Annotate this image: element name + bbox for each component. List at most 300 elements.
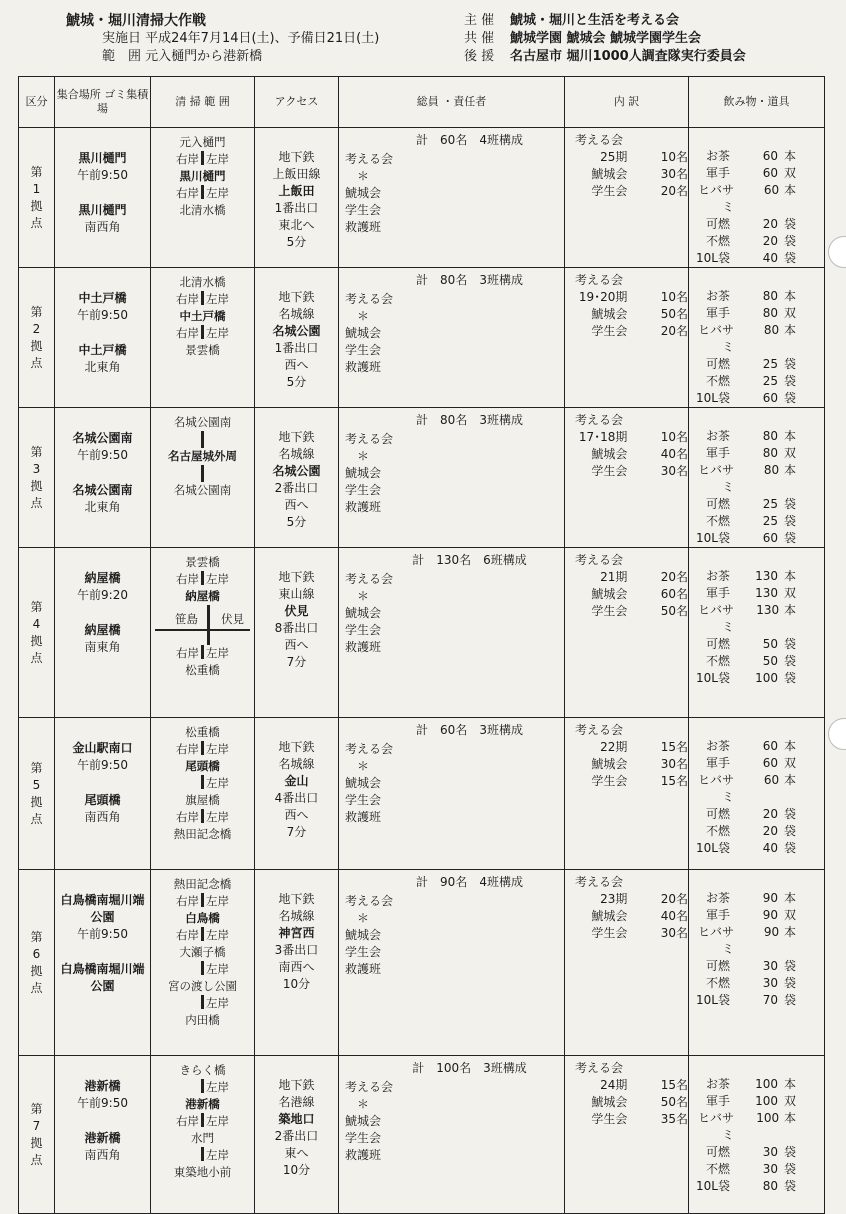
supply-unit: 袋 — [783, 251, 796, 265]
supply-name: 10L袋 — [696, 841, 730, 855]
table-row — [19, 128, 825, 268]
supply-name: ヒバサミ — [698, 183, 735, 214]
staff-item: ＊ — [345, 759, 370, 773]
meeting-place-cell — [55, 870, 151, 1056]
meeting-time: 午前9:50 — [77, 1096, 128, 1110]
supply-row — [689, 670, 824, 687]
site-number-char: 第 — [30, 164, 43, 179]
supply-unit: 袋 — [783, 1145, 796, 1159]
supply-row — [689, 772, 824, 806]
river-divider — [201, 1113, 204, 1127]
access-line: 名城公園 — [272, 324, 321, 338]
table-row — [19, 870, 825, 1056]
bridge-name: 大瀬子橋 — [179, 945, 226, 959]
right-bank — [176, 776, 199, 790]
access-cell — [255, 870, 339, 1056]
breakdown-group: 鯱城会 — [591, 757, 628, 771]
supply-name: 不燃 — [705, 514, 730, 528]
supply-unit: 双 — [783, 586, 796, 600]
meeting-place: 白鳥橋南堀川端公園 — [60, 893, 145, 924]
left-bank: 左岸 — [206, 152, 229, 166]
site-number-cell — [19, 1056, 55, 1214]
range-line — [151, 274, 254, 291]
staff-item: 考える会 — [345, 572, 394, 586]
range-line — [151, 448, 254, 465]
supply-row — [689, 216, 824, 233]
bridge-name: 名城公園南 — [173, 483, 232, 497]
supply-name: 不燃 — [705, 1162, 730, 1176]
site-number-cell — [19, 870, 55, 1056]
site-number-char: 2 — [32, 321, 41, 336]
staff-item: 救護班 — [345, 220, 382, 234]
bridge-name: 松重橋 — [185, 725, 220, 739]
supply-name: 軍手 — [705, 908, 730, 922]
supply-name: 軍手 — [705, 166, 730, 180]
breakdown-count: 15名 — [660, 740, 688, 754]
supply-qty: 100 — [755, 1094, 778, 1108]
staff-item: 鯱城会 — [345, 606, 382, 620]
supplies-cell — [689, 128, 825, 268]
junction-label: 伏見 — [221, 612, 244, 626]
breakdown-group: 学生会 — [591, 464, 628, 478]
supply-unit: 袋 — [783, 357, 796, 371]
site-number-char: 点 — [30, 1152, 43, 1167]
supply-row — [689, 165, 824, 182]
range-line — [151, 325, 254, 342]
access-line: 西へ — [284, 358, 309, 372]
breakdown-head: 考える会 — [575, 723, 624, 737]
site-number-cell — [19, 128, 55, 268]
cleaning-range-cell — [151, 870, 255, 1056]
access-line: 7分 — [286, 655, 307, 669]
staff-item: ＊ — [345, 449, 370, 463]
garbage-point: 名城公園南 — [72, 483, 133, 497]
supply-qty: 80 — [762, 429, 778, 443]
supply-name: 軍手 — [705, 306, 730, 320]
cleaning-range-cell — [151, 268, 255, 408]
supply-unit: 本 — [783, 183, 796, 197]
supply-qty: 80 — [762, 306, 778, 320]
range-line — [151, 1062, 254, 1079]
access-line: 2番出口 — [274, 1129, 319, 1143]
access-line: 神宮西 — [278, 926, 315, 940]
meeting-time: 午前9:50 — [77, 308, 128, 322]
staff-item: 学生会 — [345, 1131, 382, 1145]
breakdown-group: 学生会 — [591, 926, 628, 940]
supply-qty: 25 — [762, 497, 778, 511]
breakdown-count: 30名 — [660, 757, 688, 771]
meeting-time: 午前9:50 — [77, 758, 128, 772]
column-header: 内 訳 — [565, 77, 689, 128]
supply-row — [689, 840, 824, 857]
access-line: 地下鉄 — [278, 892, 315, 906]
left-bank: 左岸 — [206, 776, 229, 790]
breakdown-group: 鯱城会 — [591, 307, 628, 321]
supply-qty: 130 — [755, 586, 778, 600]
breakdown-count: 50名 — [660, 307, 688, 321]
staff-item: ＊ — [345, 589, 370, 603]
supply-row — [689, 356, 824, 373]
supply-unit: 袋 — [783, 824, 796, 838]
site-number-char: 第 — [30, 760, 43, 775]
breakdown-row — [565, 925, 688, 942]
range-line — [151, 910, 254, 927]
junction-diagram — [155, 605, 250, 645]
staff-item: 救護班 — [345, 810, 382, 824]
range-line — [151, 1164, 254, 1181]
site-number-char: 拠 — [30, 963, 43, 978]
access-line: 地下鉄 — [278, 1078, 315, 1092]
staff-item: ＊ — [345, 309, 370, 323]
breakdown-row — [565, 603, 688, 620]
breakdown-row — [565, 908, 688, 925]
staff-item: 鯱城会 — [345, 776, 382, 790]
bridge-name: 熱田記念橋 — [173, 827, 232, 841]
supply-qty: 60 — [762, 531, 778, 545]
supply-name: 不燃 — [705, 654, 730, 668]
supply-name: 不燃 — [705, 976, 730, 990]
access-line: 西へ — [284, 808, 309, 822]
supply-name: お茶 — [705, 569, 730, 583]
meeting-place-cell — [55, 268, 151, 408]
breakdown-group: 学生会 — [591, 604, 628, 618]
breakdown-cell — [565, 870, 689, 1056]
right-bank: 右岸 — [176, 894, 199, 908]
access-line: 8番出口 — [274, 621, 319, 635]
supply-name: お茶 — [705, 289, 730, 303]
supply-unit: 袋 — [783, 1162, 796, 1176]
document-header — [66, 12, 379, 66]
supply-row — [689, 653, 824, 670]
left-bank: 左岸 — [206, 996, 229, 1010]
supply-unit: 双 — [783, 908, 796, 922]
supply-name: 軍手 — [705, 1094, 730, 1108]
site-number-char: 第 — [30, 929, 43, 944]
right-bank: 右岸 — [176, 810, 199, 824]
supply-name: お茶 — [705, 739, 730, 753]
supply-row — [689, 373, 824, 390]
site-number-char: 点 — [30, 980, 43, 995]
left-bank: 左岸 — [206, 1148, 229, 1162]
range-line — [151, 134, 254, 151]
supply-name: 10L袋 — [696, 1179, 730, 1193]
range-line — [151, 809, 254, 826]
supply-row — [689, 445, 824, 462]
breakdown-group: 鯱城会 — [591, 167, 628, 181]
breakdown-group: 学生会 — [591, 184, 628, 198]
breakdown-count: 20名 — [660, 570, 688, 584]
site-number-char: 拠 — [30, 478, 43, 493]
event-date: 実施日 平成24年7月14日(土)、予備日21日(土) — [102, 31, 380, 46]
breakdown-row — [565, 183, 688, 200]
breakdown-head: 考える会 — [575, 1061, 624, 1075]
site-number-char: 第 — [30, 599, 43, 614]
river-divider — [201, 431, 204, 448]
supply-row — [689, 636, 824, 653]
supply-name: 不燃 — [705, 374, 730, 388]
breakdown-head: 考える会 — [575, 133, 624, 147]
river-divider — [201, 1079, 204, 1093]
range-line — [151, 202, 254, 219]
punch-hole — [828, 236, 846, 268]
supply-name: 軍手 — [705, 586, 730, 600]
supply-qty: 60 — [762, 739, 778, 753]
supply-qty: 80 — [762, 446, 778, 460]
supply-unit: 本 — [783, 323, 796, 337]
breakdown-count: 15名 — [660, 774, 688, 788]
breakdown-group: 24期 — [600, 1078, 628, 1092]
supply-qty: 50 — [762, 637, 778, 651]
supply-unit: 袋 — [783, 807, 796, 821]
column-header: 総員 ・責任者 — [339, 77, 565, 128]
supply-qty: 20 — [762, 807, 778, 821]
supply-unit: 双 — [783, 1094, 796, 1108]
breakdown-count: 50名 — [660, 604, 688, 618]
supplies-cell — [689, 870, 825, 1056]
supply-name: お茶 — [705, 891, 730, 905]
right-bank — [176, 996, 199, 1010]
access-line: 4番出口 — [274, 791, 319, 805]
access-line: 2番出口 — [274, 481, 319, 495]
supply-name: ヒバサミ — [698, 925, 735, 956]
river-divider — [201, 927, 204, 941]
site-number-char: 7 — [32, 1118, 41, 1133]
breakdown-count: 40名 — [660, 447, 688, 461]
right-bank: 右岸 — [176, 152, 199, 166]
supply-qty: 25 — [762, 374, 778, 388]
breakdown-row — [565, 323, 688, 340]
supply-unit: 袋 — [783, 514, 796, 528]
breakdown-row — [565, 739, 688, 756]
river-divider — [201, 893, 204, 907]
staff-item: 学生会 — [345, 343, 382, 357]
supply-row — [689, 305, 824, 322]
supply-name: お茶 — [705, 429, 730, 443]
breakdown-row — [565, 306, 688, 323]
supply-name: ヒバサミ — [698, 463, 735, 494]
right-bank: 右岸 — [176, 1114, 199, 1128]
schedule-table — [18, 76, 825, 1214]
staff-item: ＊ — [345, 911, 370, 925]
breakdown-row — [565, 891, 688, 908]
range-line — [151, 758, 254, 775]
range-line — [151, 588, 254, 605]
breakdown-count: 30名 — [660, 167, 688, 181]
staff-cell — [339, 548, 565, 718]
supply-qty: 100 — [756, 1111, 780, 1125]
breakdown-head: 考える会 — [575, 553, 624, 567]
supply-qty: 130 — [756, 603, 780, 617]
range-line — [151, 961, 254, 978]
supplies-cell — [689, 718, 825, 870]
breakdown-count: 30名 — [660, 464, 688, 478]
column-header: 飲み物・道具 — [689, 77, 825, 128]
river-line — [207, 605, 210, 645]
left-bank: 左岸 — [206, 810, 229, 824]
access-line: 西へ — [284, 638, 309, 652]
river-divider — [201, 465, 204, 482]
bridge-name: 景雲橋 — [185, 343, 220, 357]
left-bank: 左岸 — [206, 572, 229, 586]
garbage-point: 納屋橋 — [84, 623, 121, 637]
site-number-cell — [19, 268, 55, 408]
supply-row — [689, 250, 824, 267]
range-line — [151, 876, 254, 893]
supply-name: ヒバサミ — [698, 603, 735, 634]
supply-row — [689, 738, 824, 755]
staff-item: 考える会 — [345, 432, 394, 446]
supply-name: ヒバサミ — [698, 1111, 735, 1142]
range-line — [151, 414, 254, 431]
supply-qty: 40 — [762, 841, 778, 855]
supplies-cell — [689, 268, 825, 408]
right-bank — [176, 962, 199, 976]
bridge-name: 名城公園南 — [173, 415, 232, 429]
garbage-point: 中土戸橋 — [78, 343, 127, 357]
supply-row — [689, 233, 824, 250]
left-bank: 左岸 — [206, 326, 229, 340]
breakdown-count: 20名 — [660, 184, 688, 198]
supplies-cell — [689, 548, 825, 718]
site-number-char: 拠 — [30, 1135, 43, 1150]
river-divider — [201, 809, 204, 823]
garbage-point: 港新橋 — [84, 1131, 121, 1145]
access-line: 3番出口 — [274, 943, 319, 957]
meeting-time: 午前9:50 — [77, 168, 128, 182]
supply-row — [689, 1178, 824, 1195]
site-number-char: 点 — [30, 495, 43, 510]
supply-qty: 60 — [763, 773, 780, 787]
river-divider — [201, 1147, 204, 1161]
staff-item: 鯱城会 — [345, 928, 382, 942]
supply-row — [689, 890, 824, 907]
supply-row — [689, 322, 824, 356]
river-divider — [201, 291, 204, 305]
staff-total: 計 60名 4班構成 — [416, 133, 523, 147]
supply-unit: 袋 — [783, 531, 796, 545]
supply-qty: 30 — [762, 959, 778, 973]
right-bank — [176, 1148, 199, 1162]
staff-item: 救護班 — [345, 360, 382, 374]
right-bank — [176, 1080, 199, 1094]
garbage-point-corner: 南西角 — [84, 810, 121, 824]
supply-name: ヒバサミ — [698, 773, 735, 804]
supply-name: 可燃 — [705, 637, 730, 651]
breakdown-cell — [565, 1056, 689, 1214]
staff-cell — [339, 268, 565, 408]
column-header: 清 掃 範 囲 — [151, 77, 255, 128]
bridge-name: 尾頭橋 — [185, 759, 220, 773]
supply-unit: 袋 — [783, 234, 796, 248]
staff-item: 鯱城会 — [345, 1114, 382, 1128]
supply-qty: 100 — [755, 1077, 778, 1091]
access-line: 5分 — [286, 375, 307, 389]
table-header-row — [19, 77, 825, 128]
staff-item: 学生会 — [345, 203, 382, 217]
breakdown-row — [565, 1077, 688, 1094]
breakdown-row — [565, 289, 688, 306]
supply-unit: 本 — [783, 289, 796, 303]
range-line — [151, 662, 254, 679]
range-line — [151, 482, 254, 499]
breakdown-row — [565, 446, 688, 463]
garbage-point-corner: 北東角 — [84, 360, 121, 374]
access-cell — [255, 408, 339, 548]
left-bank: 左岸 — [206, 742, 229, 756]
supply-qty: 80 — [763, 323, 780, 337]
bridge-name: 中土戸橋 — [179, 309, 226, 323]
breakdown-count: 20名 — [660, 324, 688, 338]
supply-row — [689, 462, 824, 496]
column-header: 区分 — [19, 77, 55, 128]
meeting-time: 午前9:50 — [77, 448, 128, 462]
garbage-point: 黒川樋門 — [78, 203, 127, 217]
meeting-place: 納屋橋 — [84, 571, 121, 585]
staff-item: 救護班 — [345, 1148, 382, 1162]
supply-row — [689, 1110, 824, 1144]
cleaning-range-cell — [151, 718, 255, 870]
access-line: 7分 — [286, 825, 307, 839]
staff-total: 計 130名 6班構成 — [412, 553, 527, 567]
breakdown-count: 10名 — [660, 430, 688, 444]
supply-qty: 20 — [762, 824, 778, 838]
supply-row — [689, 182, 824, 216]
range-line — [151, 1113, 254, 1130]
bridge-name: 宮の渡し公園 — [168, 979, 237, 993]
access-line: 伏見 — [284, 604, 309, 618]
site-number-cell — [19, 408, 55, 548]
site-number-char: 点 — [30, 811, 43, 826]
breakdown-count: 20名 — [660, 892, 688, 906]
staff-item: 救護班 — [345, 640, 382, 654]
supply-unit: 袋 — [783, 1179, 796, 1193]
cleaning-range-cell — [151, 408, 255, 548]
organizer: 鯱城・堀川と生活を考える会 — [510, 13, 680, 28]
garbage-point-corner: 南西角 — [84, 1148, 121, 1162]
right-bank: 右岸 — [176, 292, 199, 306]
punch-hole — [828, 718, 846, 750]
supply-row — [689, 1144, 824, 1161]
access-line: 東山線 — [278, 587, 315, 601]
breakdown-row — [565, 463, 688, 480]
range-line — [151, 168, 254, 185]
supply-name: 可燃 — [705, 1145, 730, 1159]
supply-name: お茶 — [705, 1077, 730, 1091]
site-number-char: 拠 — [30, 198, 43, 213]
breakdown-cell — [565, 268, 689, 408]
table-row — [19, 1056, 825, 1214]
breakdown-row — [565, 149, 688, 166]
breakdown-group: 17･18期 — [578, 430, 628, 444]
range-line — [151, 1096, 254, 1113]
staff-total: 計 90名 4班構成 — [416, 875, 523, 889]
supply-qty: 40 — [762, 251, 778, 265]
bridge-name: きらく橋 — [179, 1063, 226, 1077]
supply-qty: 30 — [762, 976, 778, 990]
access-line: 築地口 — [278, 1112, 315, 1126]
supply-row — [689, 602, 824, 636]
meeting-time: 午前9:20 — [77, 588, 128, 602]
access-line: 上飯田 — [278, 184, 315, 198]
supply-name: 不燃 — [705, 824, 730, 838]
bridge-name: 熱田記念橋 — [173, 877, 232, 891]
access-line: 10分 — [282, 977, 311, 991]
breakdown-cell — [565, 128, 689, 268]
breakdown-count: 50名 — [660, 1095, 688, 1109]
site-number-char: 第 — [30, 444, 43, 459]
site-number-char: 点 — [30, 215, 43, 230]
range-line — [151, 978, 254, 995]
